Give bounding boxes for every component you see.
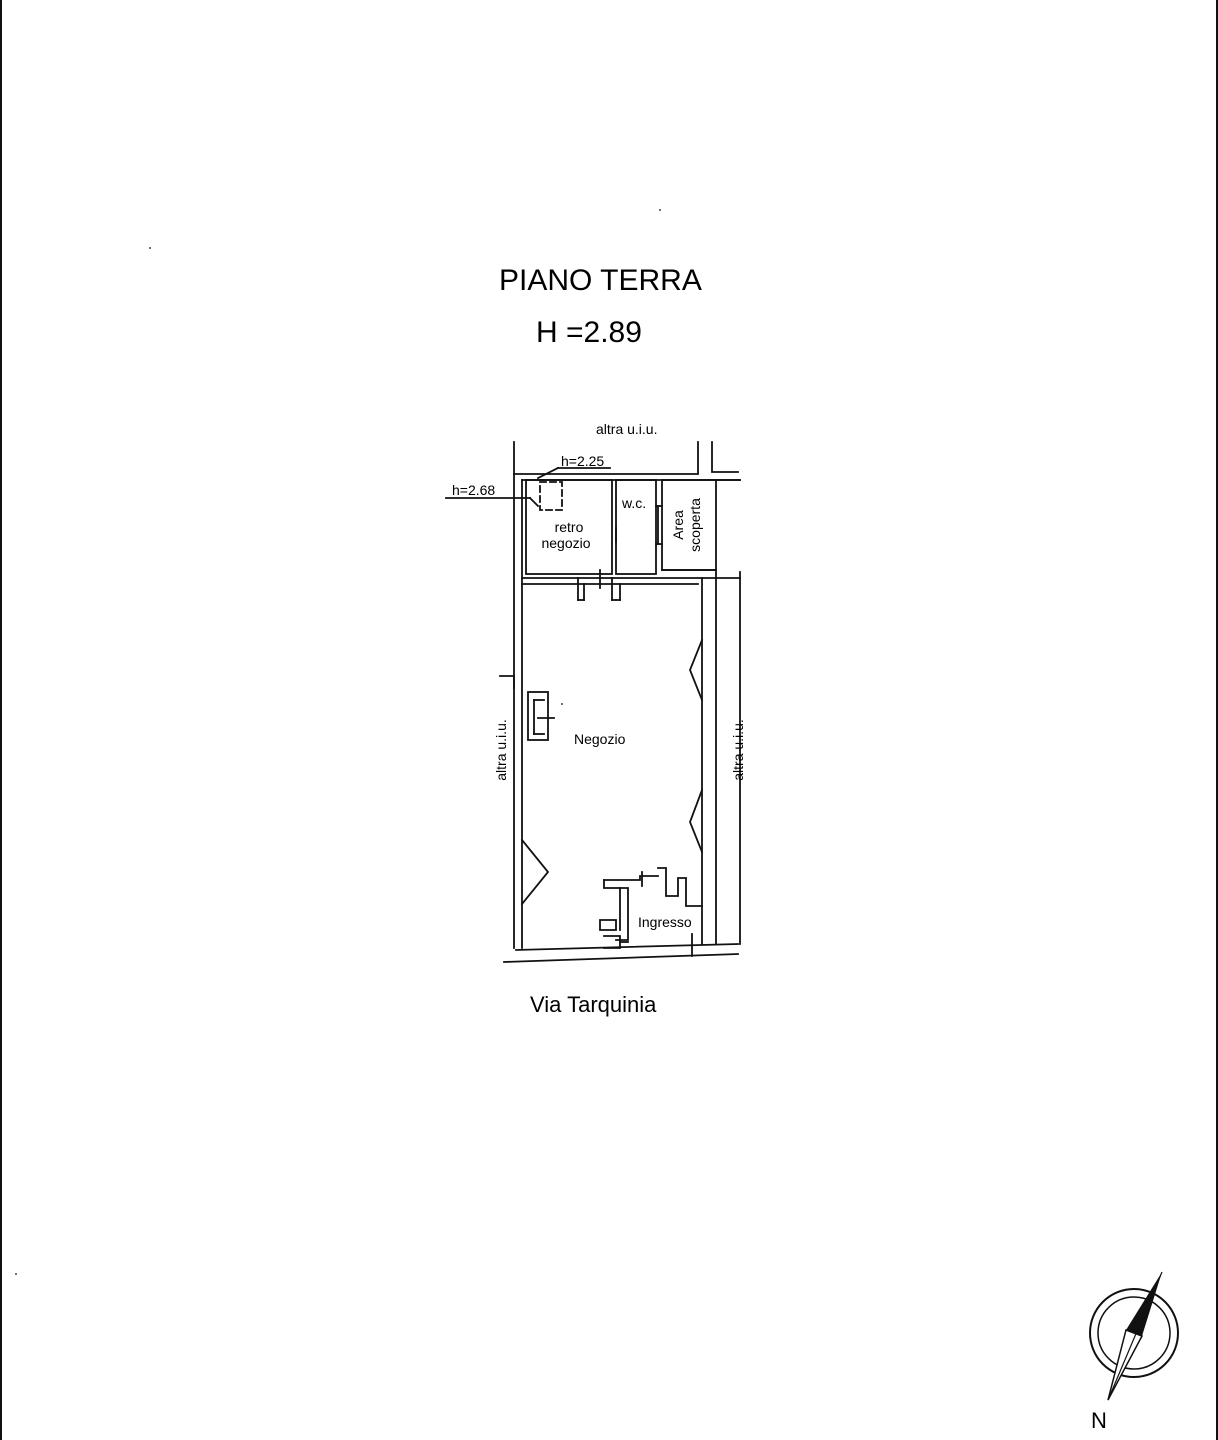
leader-h225 (538, 468, 558, 478)
wc-label: w.c. (622, 495, 647, 511)
neighbor-label-right: altra u.i.u. (730, 719, 746, 781)
street-label: Via Tarquinia (530, 992, 657, 1017)
break-mark-right-lower (690, 790, 702, 852)
floor-plan (2, 0, 1216, 1440)
ingresso-walls (600, 868, 702, 956)
break-mark-right-upper (690, 640, 702, 700)
rear-doors (578, 506, 662, 600)
height-label-h225: h=2.25 (561, 453, 605, 469)
plan-title: PIANO TERRA (499, 264, 702, 297)
retro-label-2: negozio (541, 535, 591, 551)
break-mark-left (522, 840, 548, 904)
ingresso-label: Ingresso (638, 914, 692, 930)
top-neighbor-boundary-right (712, 442, 738, 472)
rear-wall (522, 570, 740, 944)
ceiling-height: H =2.89 (536, 316, 642, 349)
north-label: N (1091, 1408, 1107, 1433)
dashed-fixture (540, 482, 562, 510)
left-wall-jog (500, 676, 514, 688)
area-label-2: scoperta (687, 498, 703, 552)
area-label-1: Area (670, 510, 686, 540)
neighbor-label-left: altra u.i.u. (493, 719, 509, 781)
compass-icon (1090, 1272, 1178, 1400)
neighbor-label-top: altra u.i.u. (596, 421, 658, 437)
height-label-h268: h=2.68 (452, 482, 496, 498)
retro-label-1: retro (554, 519, 584, 535)
top-neighbor-boundary (514, 442, 698, 474)
negozio-label: Negozio (574, 731, 626, 747)
